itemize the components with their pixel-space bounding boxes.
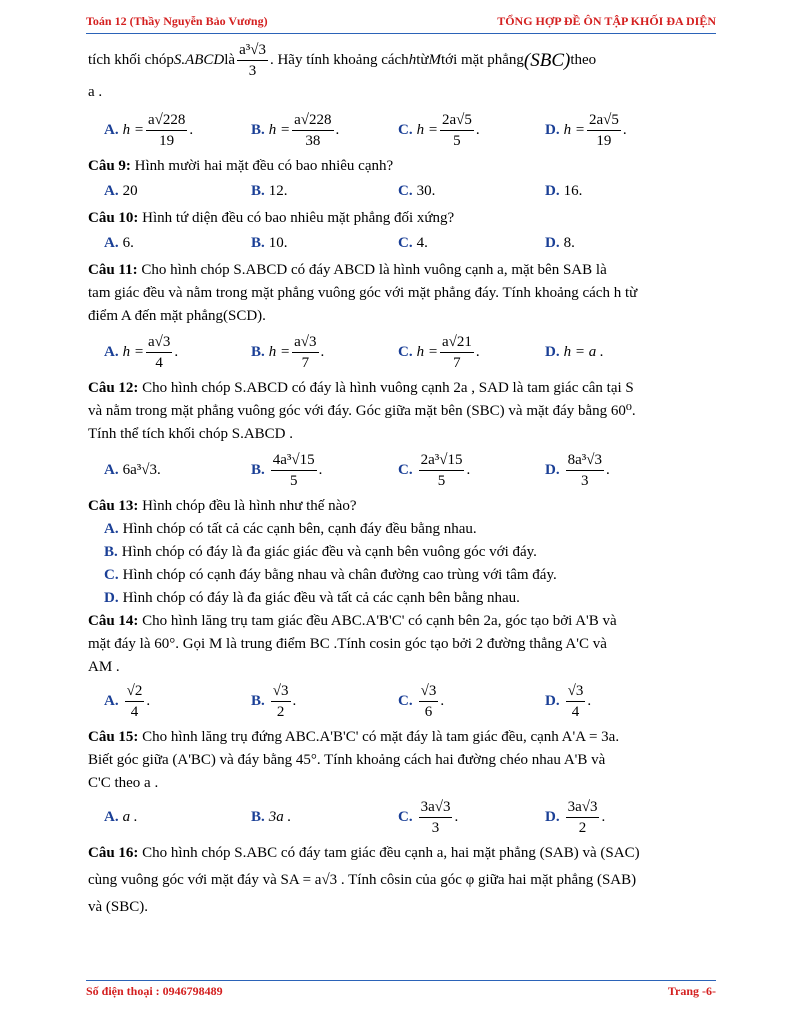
q12-options (104, 450, 718, 491)
q8-options (104, 110, 718, 151)
q15-text: Câu 15: Cho hình lăng trụ đứng ABC.A'B'C' có mặt đáy là tam giác đều, cạnh A'A = 3a. (88, 729, 620, 745)
option-d[interactable]: D. $\frac{√3}{4}$ . (545, 683, 592, 720)
option-d[interactable]: D. 8. (545, 235, 575, 251)
option-b[interactable]: B. h = $\frac{a√228}{38}$ . (251, 112, 340, 149)
page-number: Trang -6- (667, 984, 716, 998)
option-d[interactable]: D. $\frac{\text{8a³√3}}{3}$ . (545, 452, 610, 489)
option-d[interactable]: D. h = $\frac{2a√5}{19}$ . (545, 112, 627, 149)
option-a[interactable]: A. h = $\frac{a√228}{19}$ . (104, 112, 194, 149)
q16-text-line2: cùng vuông góc với mặt đáy và SA = a√3 . Tính côsin của góc φ giữa hai mặt phẳng (SAB) (88, 872, 637, 888)
option-c[interactable]: C. Hình chóp có cạnh đáy bằng nhau và chân đường cao trùng với tâm đáy. (104, 567, 557, 583)
option-c[interactable]: C. h = $\frac{2a√5}{5}$ . (398, 112, 480, 149)
q13-text: Câu 13: Hình chóp đều là hình như thế nào? (88, 498, 357, 514)
q12-text-line2: và nằm trong mặt phẳng vuông góc với đáy. Góc giữa mặt bên (SBC) và mặt đáy bằng 60⁰. (88, 403, 636, 419)
q14-text-line2: mặt đáy là 60°. Gọi M là trung điểm BC .Tính cosin góc tạo bởi 2 đường thẳng A'C và (88, 636, 607, 652)
option-a[interactable]: A. 6a³√3. (104, 462, 161, 478)
q11-text-line2: tam giác đều và nằm trong mặt phẳng vuông góc với mặt phẳng đáy. Tính khoảng cách h từ (88, 285, 638, 301)
option-b[interactable]: B. 12. (251, 183, 288, 199)
option-b[interactable]: B. 3a . (251, 809, 292, 825)
q15-options (104, 797, 718, 838)
q8-text: tích khối chóp S.ABCD là $\frac{\text{a³√3}}{3}$ . Hãy tính khoảng cách h từ M tới mặt phẳng (SBC) theo (88, 42, 597, 79)
option-d[interactable]: D. Hình chóp có đáy là đa giác đều và tất cả các cạnh bên bằng nhau. (104, 590, 520, 606)
option-d[interactable]: D. h = a . (545, 344, 604, 360)
option-a[interactable]: A. h = $\frac{a√3}{4}$ . (104, 334, 179, 371)
option-b[interactable]: B. $\frac{\text{4a³√15}}{5}$ . (251, 452, 323, 489)
q11-text: Câu 11: Cho hình chóp S.ABCD có đáy ABCD là hình vuông cạnh a, mặt bên SAB là (88, 262, 607, 278)
q9-options (104, 180, 718, 203)
q12-text: Câu 12: Cho hình chóp S.ABCD có đáy là hình vuông cạnh 2a , SAD là tam giác cân tại S (88, 380, 634, 396)
footer-divider (86, 980, 716, 981)
option-b[interactable]: B. 10. (251, 235, 288, 251)
option-c[interactable]: C. $\frac{√3}{6}$ . (398, 683, 445, 720)
q12-text-line3: Tính thể tích khối chóp S.ABCD . (88, 426, 293, 442)
option-b[interactable]: B. h = $\frac{a√3}{7}$ . (251, 334, 325, 371)
volume-fraction: $\frac{\text{a³√3}}{3}$ (239, 42, 266, 79)
document-body (88, 40, 718, 919)
page-header (86, 14, 716, 34)
header-divider (86, 33, 716, 34)
q15-text-line3: C'C theo a . (88, 775, 159, 791)
option-c[interactable]: C. 4. (398, 235, 428, 251)
option-d[interactable]: D. $\frac{3a√3}{2}$ . (545, 799, 606, 836)
option-a[interactable]: A. $\frac{√2}{4}$ . (104, 683, 151, 720)
option-b[interactable]: B. $\frac{√3}{2}$ . (251, 683, 297, 720)
q14-text: Câu 14: Cho hình lăng trụ tam giác đều ABC.A'B'C' có cạnh bên 2a, góc tạo bởi A'B và (88, 613, 617, 629)
option-a[interactable]: A. 20 (104, 183, 138, 199)
option-c[interactable]: C. $\frac{\text{2a³√15}}{5}$ . (398, 452, 471, 489)
q11-text-line3: điểm A đến mặt phẳng(SCD). (88, 308, 266, 324)
footer-phone: Số điện thoại : 0946798489 (86, 984, 223, 998)
option-a[interactable]: A. Hình chóp có tất cả các cạnh bên, cạnh đáy đều bằng nhau. (104, 521, 477, 537)
q11-options (104, 332, 718, 373)
header-title: TỔNG HỢP ĐỀ ÔN TẬP KHỐI ĐA DIỆN (497, 14, 716, 28)
header-author: Toán 12 (Thầy Nguyễn Bảo Vương) (86, 14, 268, 28)
q14-text-line3: AM . (88, 659, 120, 675)
q14-options (104, 681, 718, 722)
option-c[interactable]: C. 30. (398, 183, 436, 199)
page-footer (86, 984, 716, 1004)
option-c[interactable]: C. h = $\frac{a√21}{7}$ . (398, 334, 480, 371)
q15-text-line2: Biết góc giữa (A'BC) và đáy bằng 45°. Tính khoảng cách hai đường chéo nhau A'B và (88, 752, 606, 768)
option-d[interactable]: D. 16. (545, 183, 583, 199)
option-a[interactable]: A. 6. (104, 235, 134, 251)
q16-text-line3: và (SBC). (88, 899, 148, 915)
option-b[interactable]: B. Hình chóp có đáy là đa giác giác đều và cạnh bên vuông góc với đáy. (104, 544, 537, 560)
option-a[interactable]: A. a . (104, 809, 138, 825)
q10-text: Câu 10: Hình tứ diện đều có bao nhiêu mặt phẳng đối xứng? (88, 210, 455, 226)
q9-text: Câu 9: Hình mười hai mặt đều có bao nhiêu cạnh? (88, 158, 394, 174)
q16-text: Câu 16: Cho hình chóp S.ABC có đáy tam giác đều cạnh a, hai mặt phẳng (SAB) và (SAC) (88, 845, 640, 861)
option-c[interactable]: C. $\frac{3a√3}{3}$ . (398, 799, 459, 836)
q10-options (104, 232, 718, 255)
q8-text-line2: a . (88, 84, 103, 100)
